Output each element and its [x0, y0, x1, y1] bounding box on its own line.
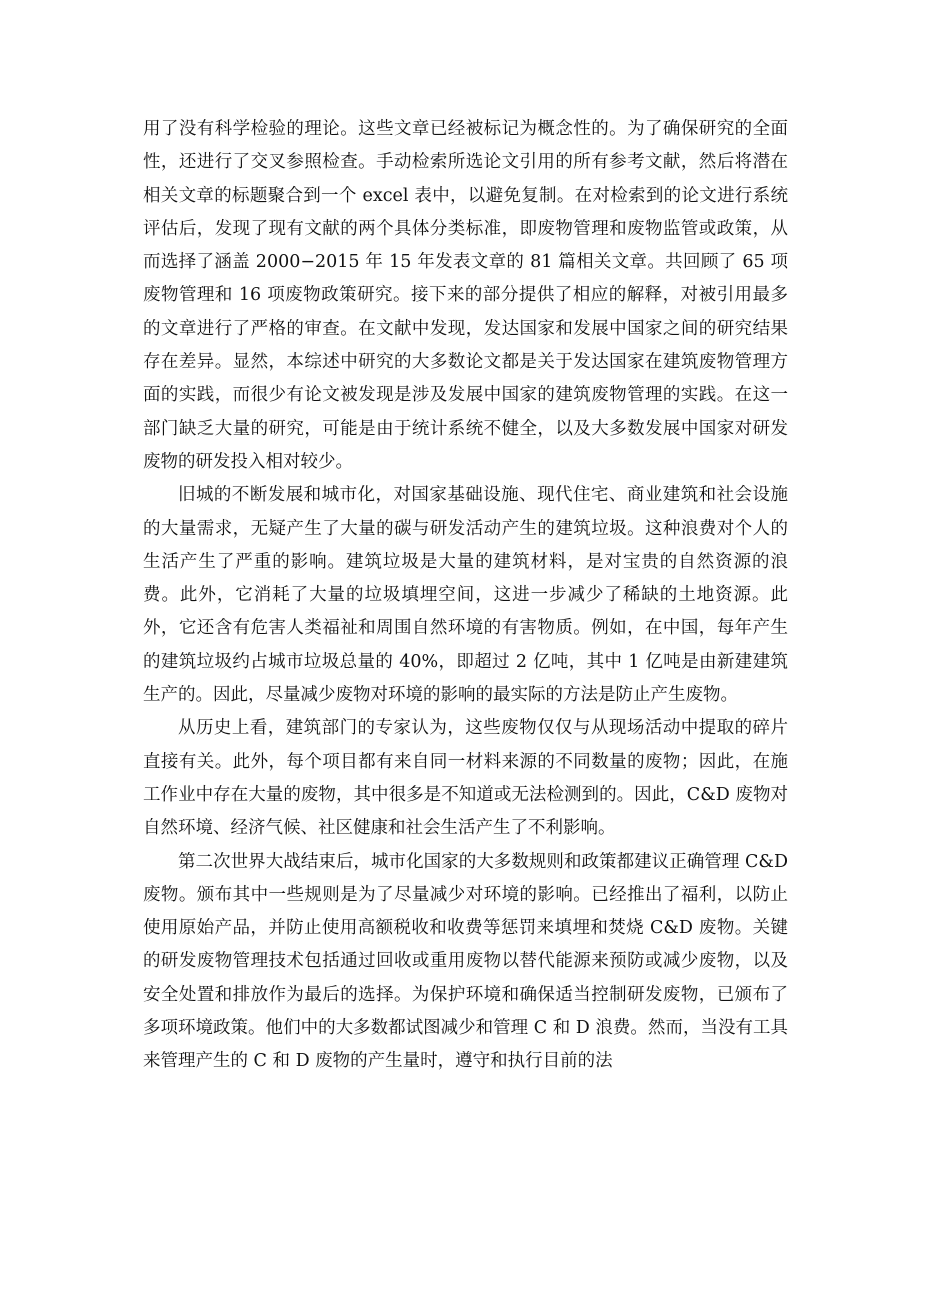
paragraph-4: 第二次世界大战结束后，城市化国家的大多数规则和政策都建议正确管理 C&D 废物。颁布其中一些规则是为了尽量减少对环境的影响。已经推出了福利，以防止使用原始产品，并防止使用高额税收和收费等惩罚来填埋和焚烧 C&D 废物。关键的研发废物管理技术包括通过回收或重用废物以替代能源来预防或减少废物，以及安全处置和排放作为最后的选择。为保护环境和确保适当控制研发废物，已颁布了多项环境政策。他们中的大多数都试图减少和管理 C 和 D 浪费。然而，当没有工具来管理产生的 C 和 D 废物的产生量时，遵守和执行目前的法 — [143, 851, 788, 1072]
paragraph-1: 用了没有科学检验的理论。这些文章已经被标记为概念性的。为了确保研究的全面性，还进行了交叉参照检查。手动检索所选论文引用的所有参考文献，然后将潜在相关文章的标题聚合到一个 excel 表中，以避免复制。在对检索到的论文进行系统评估后，发现了现有文献的两个具体分类标准，即废物管理和废物监管或政策，从而选择了涵盖 2000−2015 年 15 年发表文章的 81 篇相关文章。共回顾了 65 项废物管理和 16 项废物政策研究。接下来的部分提供了相应的解释，对被引用最多的文章进行了严格的审查。在文献中发现，发达国家和发展中国家之间的研究结果存在差异。显然，本综述中研究的大多数论文都是关于发达国家在建筑废物管理方面的实践，而很少有论文被发现是涉及发展中国家的建筑废物管理的实践。在这一部门缺乏大量的研究，可能是由于统计系统不健全，以及大多数发展中国家对研发废物的研发投入相对较少。 — [143, 119, 788, 472]
paragraph-3: 从历史上看，建筑部门的专家认为，这些废物仅仅与从现场活动中提取的碎片直接有关。此外，每个项目都有来自同一材料来源的不同数量的废物；因此，在施工作业中存在大量的废物，其中很多是不知道或无法检测到的。因此，C&D 废物对自然环境、经济气候、社区健康和社会生活产生了不利影响。 — [143, 718, 788, 839]
body-text — [143, 113, 788, 1079]
paragraph-2: 旧城的不断发展和城市化，对国家基础设施、现代住宅、商业建筑和社会设施的大量需求，无疑产生了大量的碳与研发活动产生的建筑垃圾。这种浪费对个人的生活产生了严重的影响。建筑垃圾是大量的建筑材料，是对宝贵的自然资源的浪费。此外，它消耗了大量的垃圾填埋空间，这进一步减少了稀缺的土地资源。此外，它还含有危害人类福祉和周围自然环境的有害物质。例如，在中国，每年产生的建筑垃圾约占城市垃圾总量的 40%，即超过 2 亿吨，其中 1 亿吨是由新建建筑生产的。因此，尽量减少废物对环境的影响的最实际的方法是防止产生废物。 — [143, 485, 788, 706]
